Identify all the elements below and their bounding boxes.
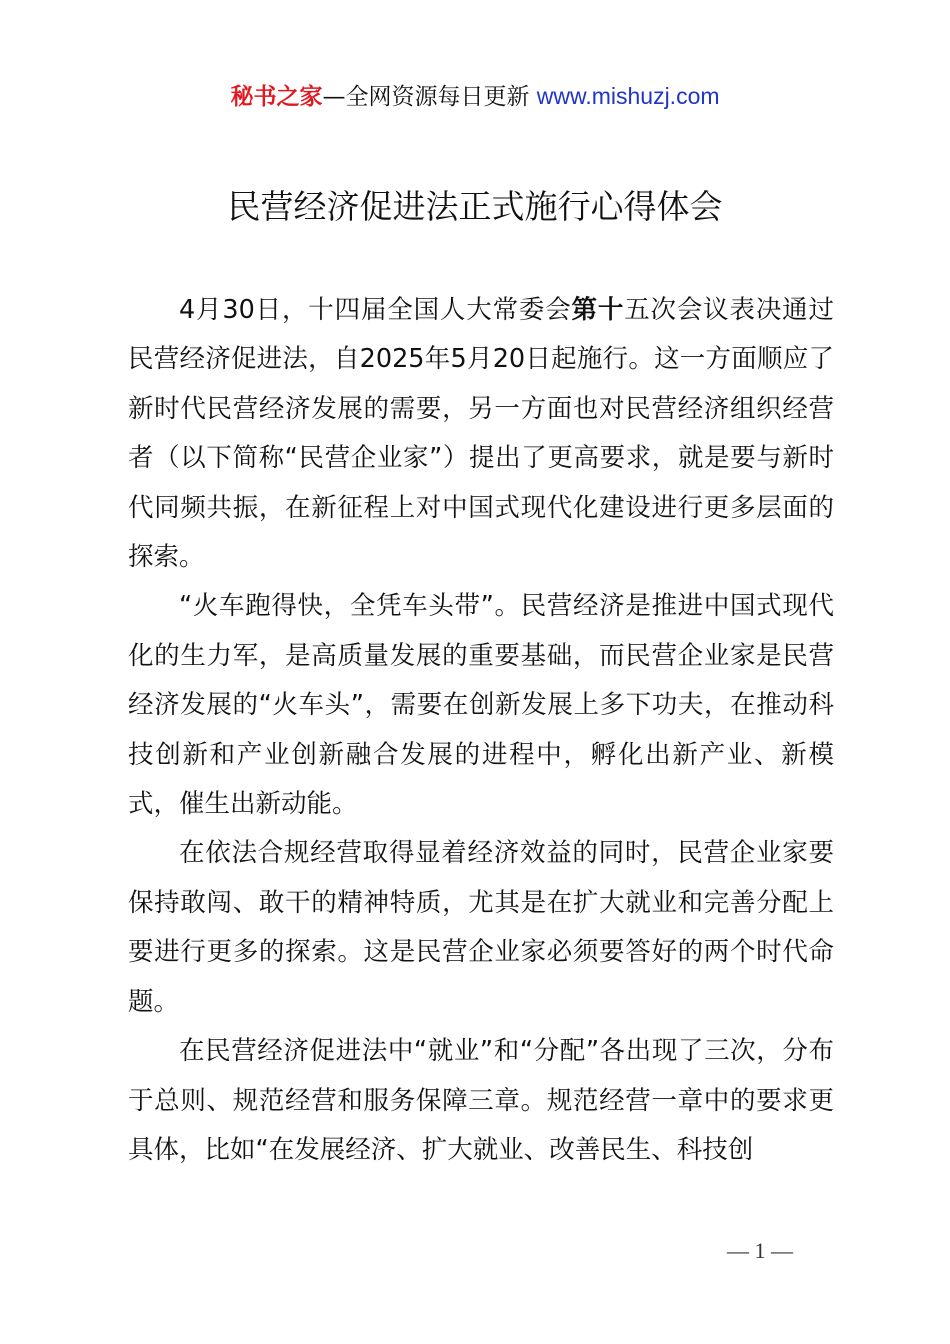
paragraph-1-pre: 4月30日，十四届全国人大常委会 [179,295,572,325]
document-body [128,286,834,1175]
brand-name: 秘书之家 [230,84,323,110]
paragraph-1 [128,286,834,582]
paragraph-2: “火车跑得快，全凭车头带”。民营经济是推进中国式现代化的生力军，是高质量发展的重要基础，而民营企业家是民营经济发展的“火车头”，需要在创新发展上多下功夫，在推动科技创新和产业创新融合发展的进程中，孵化出新产业、新模式，催生出新动能。 [128,591,834,820]
header-tagline: —全网资源每日更新 [322,84,530,110]
site-header [0,80,950,113]
page-number: — 1 — [727,1238,793,1263]
paragraph-1-post: 五次会议表决通过民营经济促进法，自2025年5月20日起施行。这一方面顺应了新时代民营经济发展的需要，另一方面也对民营经济组织经营者（以下简称“民营企业家”）提出了更高要求，就是要与新时代同频共振，在新征程上对中国式现代化建设进行更多层面的探索。 [128,295,834,573]
paragraph-4: 在民营经济促进法中“就业”和“分配”各出现了三次，分布于总则、规范经营和服务保障三章。规范经营一章中的要求更具体，比如“在发展经济、扩大就业、改善民生、科技创 [128,1036,834,1165]
paragraph-3: 在依法合规经营取得显着经济效益的同时，民营企业家要保持敢闯、敢干的精神特质，尤其是在扩大就业和完善分配上要进行更多的探索。这是民营企业家必须要答好的两个时代命题。 [128,838,834,1017]
site-url-link[interactable]: www.mishuzj.com [536,83,720,109]
paragraph-1-bold: 第十 [571,295,625,325]
document-title: 民营经济促进法正式施行心得体会 [227,187,723,226]
